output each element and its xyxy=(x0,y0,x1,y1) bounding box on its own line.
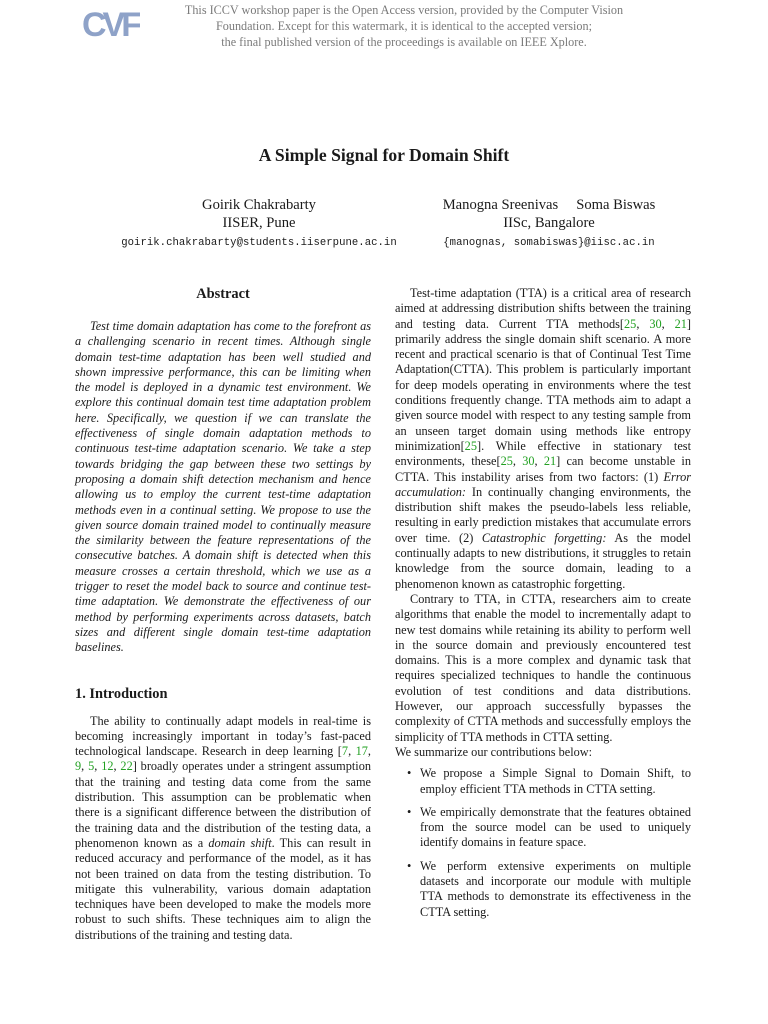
citation-link[interactable]: 25 xyxy=(464,438,477,453)
citation-link[interactable]: 25 xyxy=(500,454,513,469)
citation-link[interactable]: 12 xyxy=(101,759,114,774)
text-run: ] primarily address the single domain shift scenario. A more recent and practical scenario is that of Continual Test Time Adaptation(CTTA). This problem is particularly important for deep models operating in environments where the test conditions frequently change. TTA methods aim to adapt a given source model with respect to any testing sample from an unseen target domain using methods like entropy minimization[ xyxy=(395,316,692,453)
watermark-line: Foundation. Except for this watermark, it is identical to the accepted version; xyxy=(215,19,592,33)
citation-link[interactable]: 30 xyxy=(522,454,535,469)
author-affiliation: IISc, Bangalore xyxy=(503,215,595,231)
ctta-paragraph: Contrary to TTA, in CTTA, researchers aim to create algorithms that enable the model to incrementally adapt to new test domains while retaining its ability to perform well in the source domain and previously encountered test domains. This is a more complex and dynamic task that requires specialized techniques to handle the continuous evolution of test conditions and data distributions. However, our approach successfully bypasses the complexity of CTTA methods and successfully employs the simplicity of TTA methods in CTTA setting. xyxy=(395,591,691,744)
citation-link[interactable]: 17 xyxy=(355,744,368,759)
emphasis-text: domain shift xyxy=(208,835,272,850)
text-run: The ability to continually adapt models in real-time is becoming increasingly important in today’s fast-paced technological landscape. Research in deep learning [ xyxy=(75,713,371,759)
text-run: ]. While effective in stationary test environments, these[ xyxy=(395,438,691,469)
tta-paragraph: Test-time adaptation (TTA) is a critical area of research aimed at addressing distribution shifts between the training and testing data. Current TTA methods[25, 30, 21] primarily address the single domain shift scenario. A more recent and practical scenario is that of Continual Test Time Adaptation(CTTA). This problem is particularly important for deep models operating in environments where the test conditions frequently change. TTA methods aim to adapt a given source model with respect to any testing sample from an unseen target domain using methods like entropy minimization[25]. While effective in stationary test environments, these[25, 30, 21] can become unstable in CTTA. This instability arises from two factors: (1) Error accumulation: In continually changing environments, the distribution shift makes the pseudo-labels less reliable, resulting in early prediction mistakes that accumulate errors over time. (2) Catastrophic forgetting: As the model continually adapts to new distributions, it struggles to retain knowledge from the source domain, leading to a phenomenon known as catastrophic forgetting. xyxy=(395,286,692,591)
citation-link[interactable]: 22 xyxy=(120,759,133,774)
list-item-text: We propose a Simple Signal to Domain Shift, to employ efficient TTA methods in CTTA setting. xyxy=(420,766,691,796)
author-block-left xyxy=(95,196,423,252)
left-column xyxy=(75,286,371,943)
contributions-intro: We summarize our contributions below: xyxy=(395,744,593,759)
author-email: goirik.chakrabarty@students.iiserpune.ac.in xyxy=(121,237,397,249)
emphasis-text: Catastrophic forgetting: xyxy=(481,530,607,545)
author-names xyxy=(415,196,683,214)
cvf-logo-graphic xyxy=(82,4,140,44)
list-item xyxy=(395,766,691,797)
author-name: Soma Biswas xyxy=(576,197,656,213)
text-run: In continually changing environments, the distribution shift makes the pseudo-labels less reliable, resulting in early prediction mistakes that accumulate errors over time. (2) xyxy=(395,484,691,545)
author-block-right xyxy=(415,196,683,252)
abstract-heading: Abstract xyxy=(196,286,250,302)
cvf-logo-text: CVF xyxy=(82,6,138,44)
text-run: . This can result in reduced accuracy and performance of the model, as it has not been trained on data from the testing distribution. To mitigate this vulnerability, various domain adaptation techniques have been developed to make the models more robust to such shifts. These techniques aim to align the distributions of the training and testing data. xyxy=(75,835,371,942)
citation-link[interactable]: 5 xyxy=(88,759,95,774)
bullet-icon: • xyxy=(407,766,412,781)
author-email: {manognas, somabiswas}@iisc.ac.in xyxy=(443,237,655,249)
citation-link[interactable]: 30 xyxy=(649,316,662,331)
citation-link[interactable]: 7 xyxy=(341,744,349,759)
cvf-logo xyxy=(82,4,140,44)
watermark-line: the final published version of the proceedings is available on IEEE Xplore. xyxy=(221,35,587,49)
text-run: ] broadly operates under a stringent assumption that the training and testing data come from the same distribution. This assumption can be problematic when there is a significant difference between the distribution of the training data and the distribution of the testing data, a phenomenon known as a xyxy=(75,759,371,850)
introduction-heading: 1. Introduction xyxy=(75,685,168,702)
list-item xyxy=(395,859,691,920)
abstract-body: Test time domain adaptation has come to the forefront as a challenging scenario in recent times. Although single domain test-time adaptation has been well studied and shown impressive performance, this can be limiting when the model is deployed in a dynamic test environment. We explore this continual domain test time adaptation problem here. Specifically, we question if we can translate the effectiveness of single domain adaptation methods to continuous test-time adaptation scenario. We take a step towards bridging the gap between these two settings by proposing a domain shift detection mechanism and hence allowing us to employ the current test-time adaptation methods even in a continual setting. We propose to use the given source domain trained model to continually measure the similarity between the feature representations of the consecutive batches. A domain shift is detected when this measure crosses a certain threshold, which we use as a trigger to reset the model back to source and continue test-time adaptation. We demonstrate the effectiveness of our method by performing experiments across datasets, batch sizes and different single domain test-time adaptation baselines. xyxy=(75,319,371,655)
paper-title: A Simple Signal for Domain Shift xyxy=(258,145,510,165)
open-access-watermark xyxy=(180,2,628,50)
right-column xyxy=(395,286,691,928)
author-name: Manogna Sreenivas xyxy=(442,197,559,213)
citation-link[interactable]: 25 xyxy=(624,316,637,331)
citation-link[interactable]: 21 xyxy=(543,454,557,469)
text-run: Test-time adaptation (TTA) is a critical area of research aimed at addressing distribution shifts between the training and testing data. Current TTA methods[ xyxy=(395,286,691,331)
list-item xyxy=(395,805,691,851)
bullet-icon: • xyxy=(407,804,412,819)
citation-link[interactable]: 9 xyxy=(75,759,82,774)
text-run: ] can become unstable in CTTA. This instability arises from two factors: (1) xyxy=(395,454,691,484)
author-name: Goirik Chakrabarty xyxy=(202,197,316,213)
emphasis-text: Error accumulation: xyxy=(395,469,691,499)
watermark-line: This ICCV workshop paper is the Open Access version, provided by the Computer Vision xyxy=(184,3,624,17)
author-affiliation: IISER, Pune xyxy=(222,215,296,231)
text-run: As the model continually adapts to new distributions, it struggles to retain knowledge from the source domain, leading to a phenomenon known as catastrophic forgetting. xyxy=(395,530,691,591)
list-item-text: We perform extensive experiments on multiple datasets and incorporate our module with multiple TTA methods to demonstrate its effectiveness in the CTTA setting. xyxy=(420,858,691,919)
introduction-paragraph: The ability to continually adapt models in real-time is becoming increasingly important in today’s fast-paced technological landscape. Research in deep learning [7, 17, 9, 5, 12, 22] broadly operates under a stringent assumption that the training and testing data come from the same distribution. This assumption can be problematic when there is a significant difference between the distribution of the training data and the distribution of the testing data, a phenomenon known as a domain shift. This can result in reduced accuracy and performance of the model, as it has not been trained on data from the testing distribution. To mitigate this vulnerability, various domain adaptation techniques have been developed to make the models more robust to such shifts. These techniques aim to align the distributions of the training and testing data. xyxy=(75,713,371,942)
bullet-icon: • xyxy=(407,858,412,873)
contributions-list xyxy=(395,766,691,920)
list-item-text: We empirically demonstrate that the features obtained from the source model can be used to uniquely identify domains in feature space. xyxy=(420,804,691,850)
citation-link[interactable]: 21 xyxy=(674,316,687,331)
